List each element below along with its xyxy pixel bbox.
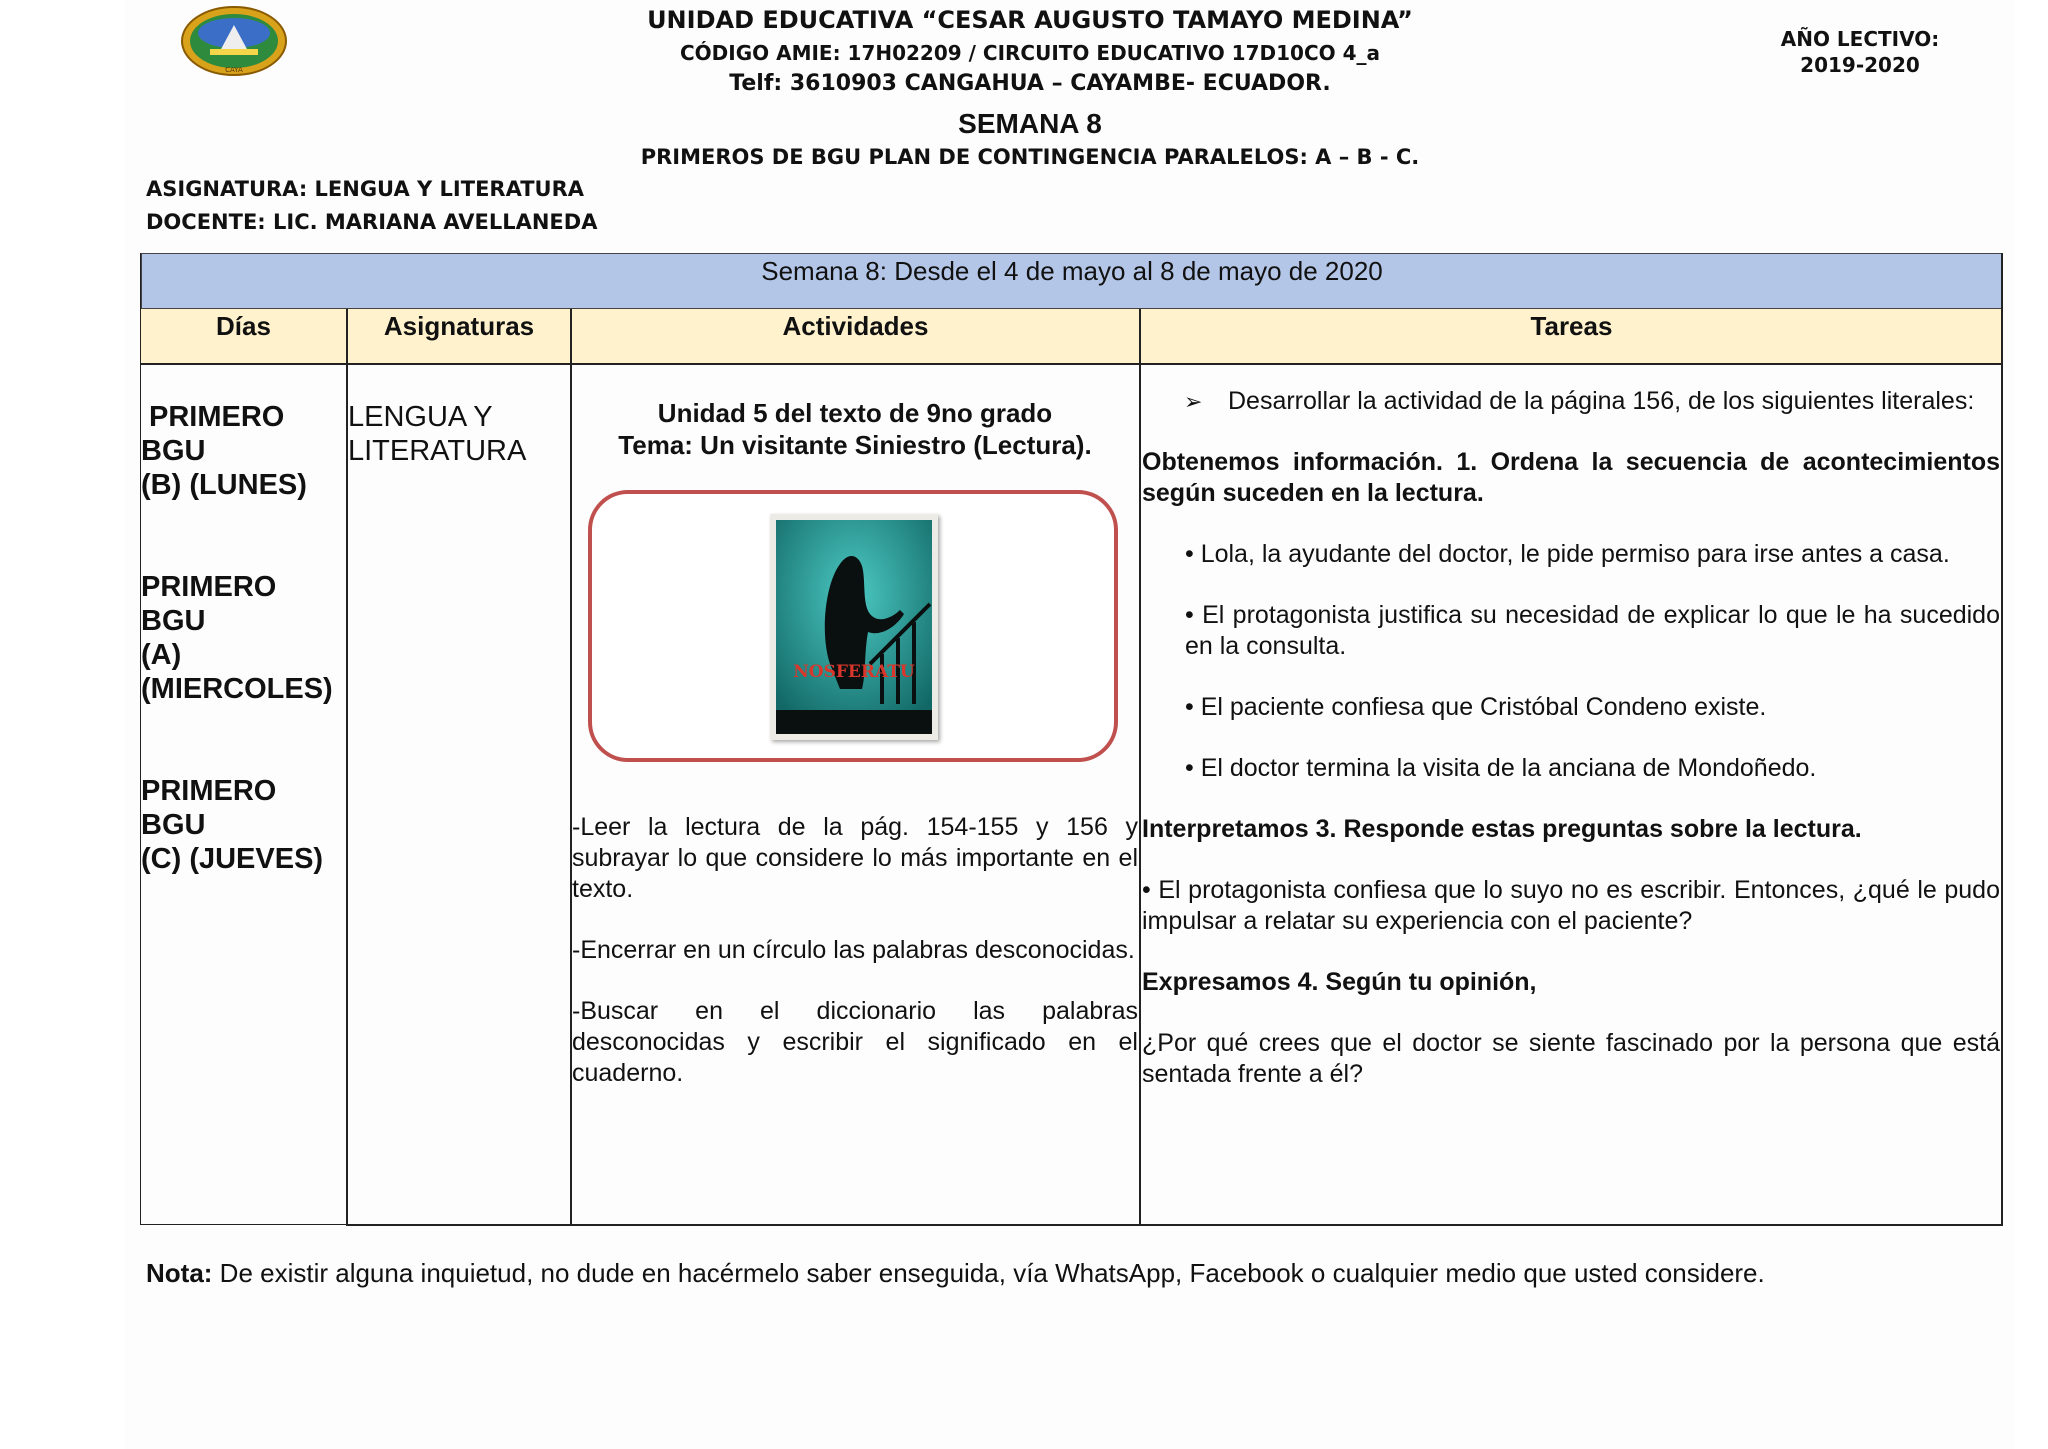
day-group-c <box>141 774 341 876</box>
task-question-3: • El protagonista confiesa que lo suyo no es escribir. Entonces, ¿qué le pudo impulsar a relatar su experiencia con el paciente? <box>1142 876 2000 935</box>
tasks-cell <box>1142 386 2000 1090</box>
column-header-asignaturas: Asignaturas <box>347 309 571 365</box>
table-border-right <box>2001 253 2003 1226</box>
day-line: BGU <box>141 809 206 841</box>
svg-text:CAYA: CAYA <box>225 66 243 74</box>
day-line: (C) (JUEVES) <box>141 843 324 875</box>
school-year-label: AÑO LECTIVO: <box>1780 27 1940 51</box>
task-bullet: • El doctor termina la visita de la anciana de Mondoñedo. <box>1185 754 1817 782</box>
activity-list <box>572 812 1138 1119</box>
task-question-4: ¿Por qué crees que el doctor se siente fascinado por la persona que está sentada frente a él? <box>1142 1029 2000 1088</box>
school-year-value: 2019-2020 <box>1800 53 1920 77</box>
task-section-3: Interpretamos 3. Responde estas preguntas sobre la lectura. <box>1142 815 1862 843</box>
day-group-b <box>141 400 341 502</box>
school-logo <box>180 5 288 77</box>
day-line: BGU <box>141 435 206 467</box>
task-bullet: • El paciente confiesa que Cristóbal Condeno existe. <box>1185 693 1767 721</box>
note-label: Nota: <box>146 1258 213 1288</box>
arrow-bullet-icon: ➢ <box>1184 389 1203 414</box>
day-line: (B) (LUNES) <box>141 469 307 501</box>
activity-unit: Unidad 5 del texto de 9no grado <box>657 398 1053 428</box>
nosferatu-poster-image <box>770 514 938 740</box>
table-divider-3 <box>1139 309 1141 1226</box>
day-line: BGU <box>141 605 206 637</box>
week-title: SEMANA 8 <box>958 108 1102 139</box>
day-line: (A) <box>141 639 182 671</box>
activity-item: -Leer la lectura de la pág. 154-155 y 156 y subrayar lo que considere lo más importante en el texto. <box>572 813 1138 903</box>
note-text: De existir alguna inquietud, no dude en hacérmelo saber enseguida, vía WhatsApp, Facebook o cualquier medio que usted considere. <box>212 1258 1765 1288</box>
column-header-actividades: Actividades <box>572 309 1139 365</box>
column-header-dias: Días <box>141 309 346 365</box>
school-year <box>1760 26 1960 78</box>
task-intro <box>1142 386 2000 417</box>
school-phone: Telf: 3610903 CANGAHUA – CAYAMBE- ECUADOR. <box>729 71 1331 96</box>
task-intro-text: Desarrollar la actividad de la página 156, de los siguientes literales: <box>1228 387 1975 415</box>
task-section-1: Obtenemos información. 1. Ordena la secuencia de acontecimientos según suceden en la lectura. <box>1142 448 2000 507</box>
activity-title <box>572 397 1138 461</box>
school-name: UNIDAD EDUCATIVA “CESAR AUGUSTO TAMAYO MEDINA” <box>647 6 1413 34</box>
subject-label: ASIGNATURA: LENGUA Y LITERATURA <box>146 177 585 201</box>
day-line: (MIERCOLES) <box>141 673 333 705</box>
day-line: PRIMERO <box>141 571 277 603</box>
days-column <box>141 400 341 944</box>
plan-title: PRIMEROS DE BGU PLAN DE CONTINGENCIA PARALELOS: A – B - C. <box>640 145 1420 169</box>
activity-item: -Buscar en el diccionario las palabras desconocidas y escribir el significado en el cuaderno. <box>572 997 1138 1087</box>
column-header-tareas: Tareas <box>1140 309 2003 365</box>
footer-note <box>146 1257 2006 1289</box>
poster-title: NOSFERATU <box>793 662 915 682</box>
table-border-bottom-left <box>140 1224 346 1225</box>
day-group-a <box>141 570 341 706</box>
activity-topic: Tema: Un visitante Siniestro (Lectura). <box>618 430 1092 460</box>
task-bullet: • El protagonista justifica su necesidad de explicar lo que le ha sucedido en la consulta. <box>1185 601 2000 660</box>
task-section-4: Expresamos 4. Según tu opinión, <box>1142 968 1537 996</box>
teacher-label: DOCENTE: LIC. MARIANA AVELLANEDA <box>146 210 598 234</box>
day-line: PRIMERO <box>149 401 285 433</box>
day-line: PRIMERO <box>141 775 277 807</box>
table-border-bottom <box>346 1224 2003 1226</box>
task-bullet: • Lola, la ayudante del doctor, le pide permiso para irse antes a casa. <box>1185 540 1950 568</box>
table-header-divider <box>140 363 2003 365</box>
week-range-band: Semana 8: Desde el 4 de mayo al 8 de mayo de 2020 <box>141 253 2003 309</box>
school-code: CÓDIGO AMIE: 17H02209 / CIRCUITO EDUCATIVO 17D10CO 4_a <box>679 41 1381 65</box>
subject-cell: LENGUA Y LITERATURA <box>348 401 527 467</box>
activity-item: -Encerrar en un círculo las palabras desconocidas. <box>572 936 1135 964</box>
